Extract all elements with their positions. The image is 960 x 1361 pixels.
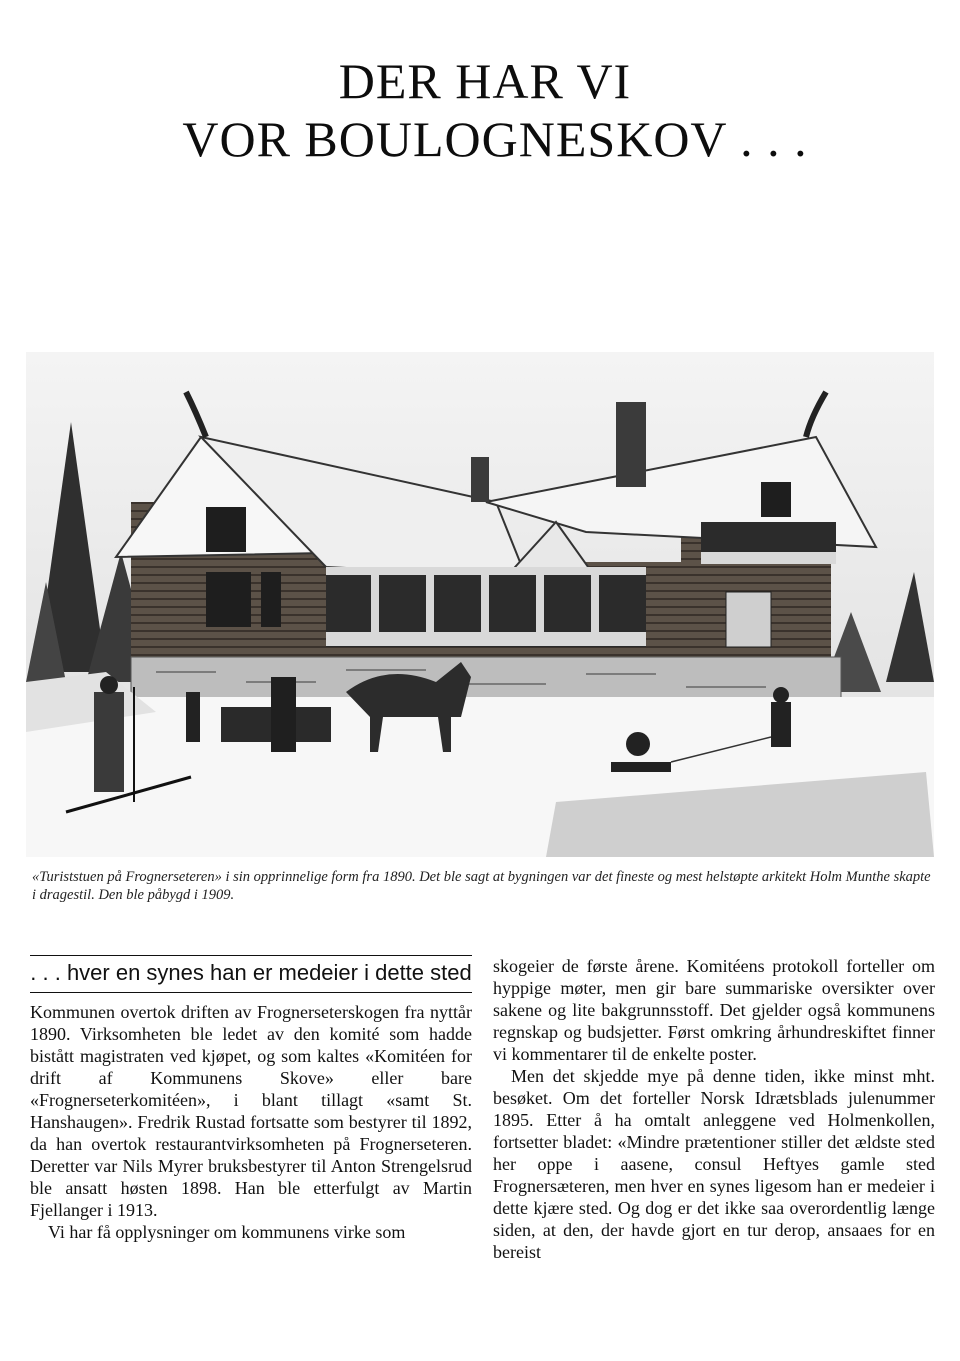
subhead-rule-bottom (30, 992, 472, 993)
lodge-drawing (26, 352, 934, 857)
article-title (0, 52, 960, 168)
title-line-1: DER HAR VI (338, 53, 632, 109)
body-paragraph: Vi har få opplysninger om kommunens virke som (48, 1222, 406, 1242)
subheading: . . . hver en synes han er medeier i dette sted (30, 960, 472, 985)
skier (94, 692, 124, 792)
body-paragraph: Kommunen overtok driften av Frognerseterskogen fra nyttår 1890. Virksomheten ble ledet av den komité som hadde bistått magistraten ved kjøpet, og som kaltes «Komitéen for drift af Kommunens Skove» eller bare «Frognerseterkomitéen», i blant tillagt «samt St. Hanshaugen». Fredrik Rustad fortsatte som bestyrer til 1892, da han overtok restaurantvirksomheten på Frognerseteren. Deretter var Nils Myrer bruksbestyrer til Anton Strengelsrud ble ansatt høsten 1898. Han ble etterfulgt av Martin Fjellanger i 1913. (30, 1002, 472, 1220)
left-column (30, 955, 472, 1243)
image-caption: «Turiststuen på Frognerseteren» i sin opprinnelige form fra 1890. Det ble sagt at bygningen var det fineste og mest helstøpte arkitekt Holm Munthe skapte i dragestil. Den ble påbygd i 1909. (32, 869, 931, 903)
body-paragraph: skogeier de første årene. Komitéens protokoll forteller om hyppige møter, men gir bare summariske oversikter over sakene og lite bakgrunnsstoff. Det gjelder også kommunens regnskap og budsjetter. Først omkring århundreskiftet finner vi kommentarer til de enkelte poster. (493, 956, 935, 1064)
lodge-illustration (26, 352, 934, 857)
body-paragraph: Men det skjedde mye på denne tiden, ikke minst mht. besøket. Om det forteller Norsk Idrætsblads julenummer 1895. Etter å ha omtalt anleggene ved Holmenkollen, fortsetter bladet: «Mindre prætentioner stiller det ældste sted her oppe i aasene, consul Heftyes gamle sted Frognersæteren, men hver en synes ligesom han er medeier i dette kjære sted. Og dog er det ikke saa overordentlig længe siden, at den, der havde gjort en tur derop, ansaaes for en bereist (493, 1066, 935, 1262)
title-line-2: VOR BOULOGNESKOV . . . (182, 111, 808, 167)
right-column (493, 955, 935, 1263)
